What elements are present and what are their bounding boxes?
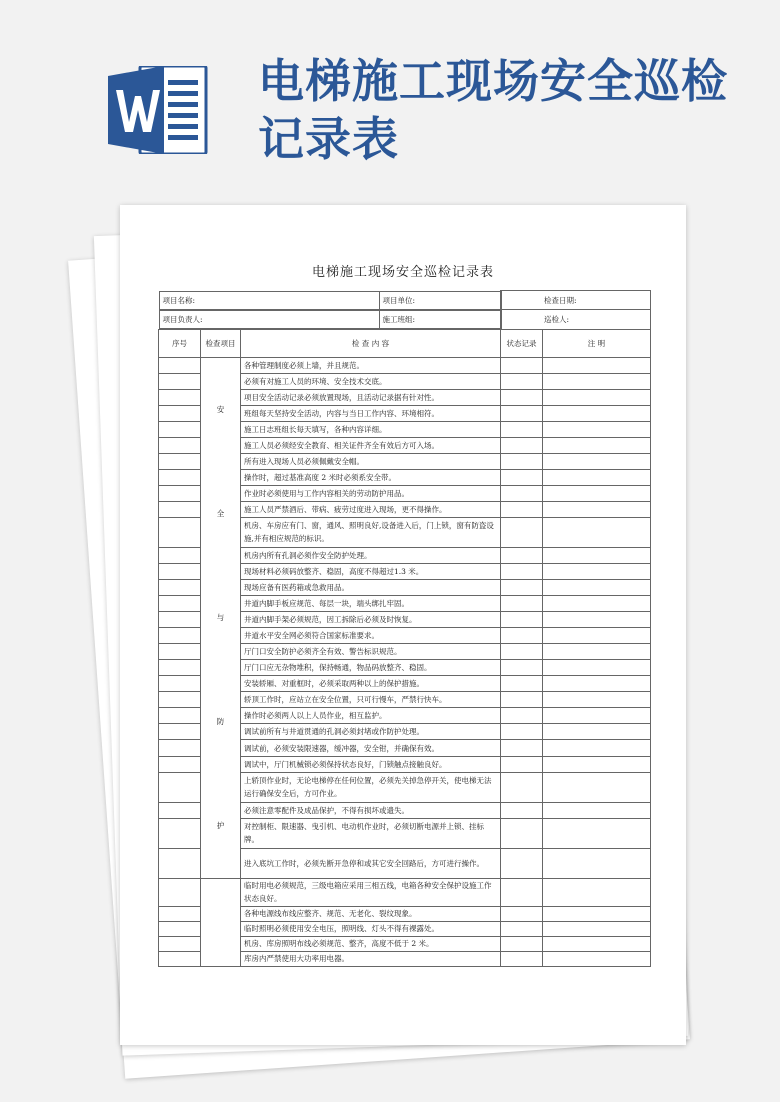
remark-cell[interactable] [543,469,651,485]
category-char: 全 [216,509,225,518]
remark-cell[interactable] [543,547,651,563]
banner-title: 电梯施工现场安全巡检记录表 [258,54,728,166]
status-cell[interactable] [501,802,543,818]
seq-cell [159,740,201,756]
seq-cell [159,906,201,921]
status-cell[interactable] [501,628,543,644]
seq-cell [159,692,201,708]
check-content-cell: 班组每天坚持安全活动，内容与当日工作内容、环境相符。 [241,405,501,421]
seq-cell [159,708,201,724]
seq-cell [159,389,201,405]
seq-cell [159,517,201,547]
seq-cell [159,437,201,453]
seq-cell [159,405,201,421]
status-cell[interactable] [501,421,543,437]
check-content-cell: 厅门口应无杂物堆积，保持畅通，物品码放整齐、稳固。 [241,660,501,676]
check-content-cell: 安装轿厢、对重框时，必须采取两种以上的保护措施。 [241,676,501,692]
status-cell[interactable] [501,848,543,878]
remark-cell[interactable] [543,724,651,740]
remark-cell[interactable] [543,951,651,966]
construction-team-label: 施工班组: [379,310,501,328]
seq-cell [159,936,201,951]
project-leader-label: 项目负责人: [159,310,379,328]
seq-cell [159,802,201,818]
status-cell[interactable] [501,501,543,517]
remark-cell[interactable] [543,612,651,628]
status-cell[interactable] [501,692,543,708]
check-content-cell: 厅门口安全防护必须齐全有效、警告标识规范。 [241,644,501,660]
status-cell[interactable] [501,437,543,453]
check-content-cell: 临时用电必须规范，三级电箱应采用三相五线，电箱各种安全保护设施工作状态良好。 [241,878,501,906]
seq-cell [159,547,201,563]
check-content-cell: 各种管理制度必须上墙，并且规范。 [241,357,501,373]
seq-cell [159,660,201,676]
check-content-cell: 进入底坑工作时，必须先断开急停和或其它安全回路后，方可进行操作。 [241,848,501,878]
remark-cell[interactable] [543,692,651,708]
status-cell[interactable] [501,724,543,740]
check-content-cell: 临时照明必须使用安全电压，照明线、灯头不得有裸露处。 [241,921,501,936]
remark-cell[interactable] [543,596,651,612]
remark-cell[interactable] [543,740,651,756]
status-cell[interactable] [501,660,543,676]
remark-cell[interactable] [543,580,651,596]
remark-cell[interactable] [543,628,651,644]
status-cell[interactable] [501,921,543,936]
seq-cell [159,563,201,579]
seq-cell [159,453,201,469]
check-content-cell: 井道内脚手架必须规范，因工拆除后必须及时恢复。 [241,612,501,628]
remark-cell[interactable] [543,453,651,469]
status-cell[interactable] [501,756,543,772]
seq-cell [159,676,201,692]
remark-cell[interactable] [543,373,651,389]
check-content-cell: 调试前，必须安装限速器，缓冲器，安全钳，并确保有效。 [241,740,501,756]
seq-cell [159,421,201,437]
seq-cell [159,628,201,644]
check-content-cell: 必须有对施工人员的环境、安全技术交底。 [241,373,501,389]
check-content-cell: 项目安全活动记录必须放置现场，且活动记录据有针对性。 [241,389,501,405]
remark-cell[interactable] [543,921,651,936]
status-cell[interactable] [501,389,543,405]
status-cell[interactable] [501,676,543,692]
remark-cell[interactable] [543,405,651,421]
remark-cell[interactable] [543,906,651,921]
check-content-cell: 井道内脚手板应规范、每层一块，端头绑扎牢固。 [241,596,501,612]
seq-cell [159,501,201,517]
status-cell[interactable] [501,906,543,921]
status-cell[interactable] [501,373,543,389]
seq-cell [159,878,201,906]
status-cell[interactable] [501,580,543,596]
seq-cell [159,951,201,966]
check-content-cell: 施工日志班组长每天填写，各种内容详细。 [241,421,501,437]
seq-cell [159,596,201,612]
status-cell[interactable] [501,469,543,485]
seq-cell [159,724,201,740]
remark-cell[interactable] [543,878,651,906]
category-char: 防 [216,717,225,726]
check-content-cell: 对控制柜、限速器、曳引机、电动机作业时，必须切断电源并上锁、挂标牌。 [241,818,501,848]
inspection-table [158,290,651,967]
check-content-cell: 机房内所有孔洞必须作安全防护处理。 [241,547,501,563]
check-content-cell: 机房、库房照明布线必须规范、整齐，高度不低于 2 米。 [241,936,501,951]
remark-cell[interactable] [543,848,651,878]
header-row [159,291,651,310]
remark-cell[interactable] [543,936,651,951]
category-char: 护 [216,821,225,830]
table-row [159,878,651,906]
check-item-column-header: 检查项目 [201,329,241,357]
column-header-row [159,329,651,357]
category-cell [201,357,241,878]
table-row [159,357,651,373]
status-cell[interactable] [501,936,543,951]
project-unit-label: 项目单位: [379,291,501,309]
check-content-cell: 调试前所有与井道贯通的孔洞必须封堵或作防护处理。 [241,724,501,740]
remark-cell[interactable] [543,644,651,660]
remark-cell[interactable] [543,389,651,405]
remark-cell[interactable] [543,708,651,724]
status-cell[interactable] [501,453,543,469]
check-content-cell: 操作时必须两人以上人员作业，相互监护。 [241,708,501,724]
seq-cell [159,921,201,936]
status-cell[interactable] [501,405,543,421]
seq-cell [159,848,201,878]
category-char: 安 [216,405,225,414]
remark-cell[interactable] [543,437,651,453]
header-row [159,310,651,330]
remark-cell[interactable] [543,756,651,772]
status-column-header: 状态记录 [501,329,543,357]
status-cell[interactable] [501,612,543,628]
remark-cell[interactable] [543,501,651,517]
check-content-cell: 现场材料必须码放整齐、稳固，高度不得超过1.3 米。 [241,563,501,579]
seq-cell [159,469,201,485]
remark-cell[interactable] [543,660,651,676]
check-content-cell: 作业时必须使用与工作内容相关的劳动防护用品。 [241,485,501,501]
check-content-cell: 施工人员严禁酒后、带病、疲劳过度进入现场，更不得操作。 [241,501,501,517]
category-cell-electrical [201,878,241,966]
seq-cell [159,357,201,373]
check-content-cell: 上轿顶作业时，无论电梯停在任何位置，必须先关掉急停开关，使电梯无法运行确保安全后，方可作业。 [241,772,501,802]
seq-cell [159,756,201,772]
seq-cell [159,485,201,501]
seq-cell [159,580,201,596]
check-content-cell: 轿顶工作时，应站立在安全位置，只可行慢车，严禁行快车。 [241,692,501,708]
check-content-cell: 施工人员必须经安全教育、相关证件齐全有效后方可入场。 [241,437,501,453]
status-cell[interactable] [501,951,543,966]
remark-cell[interactable] [543,676,651,692]
seq-cell [159,644,201,660]
status-cell[interactable] [501,547,543,563]
seq-cell [159,612,201,628]
status-cell[interactable] [501,772,543,802]
remark-cell[interactable] [543,802,651,818]
remark-cell[interactable] [543,421,651,437]
inspector-label: 巡检人: [544,314,570,324]
check-content-cell: 机房、车房应有门、窗，通风、照明良好,设备进入后，门上锁，窗有防盗设施,并有相应规范的标识。 [241,517,501,547]
status-cell[interactable] [501,596,543,612]
remark-cell[interactable] [543,563,651,579]
check-content-cell: 各种电源线布线应整齐、规范、无老化、裂纹现象。 [241,906,501,921]
seq-cell [159,772,201,802]
project-name-label: 项目名称: [159,291,379,309]
status-cell[interactable] [501,818,543,848]
check-content-cell: 必须注意零配件及成品保护，不得有损坏或遗失。 [241,802,501,818]
seq-cell [159,818,201,848]
status-cell[interactable] [501,878,543,906]
seq-cell [159,373,201,389]
check-date-label: 检查日期: [544,295,577,305]
status-cell[interactable] [501,517,543,547]
remark-cell[interactable] [543,818,651,848]
seq-column-header: 序号 [159,329,201,357]
content-column-header: 检 查 内 容 [241,329,501,357]
status-cell[interactable] [501,485,543,501]
check-content-cell: 操作时，超过基准高度 2 米时必须系安全带。 [241,469,501,485]
check-content-cell: 现场应备有医药箱或急救用品。 [241,580,501,596]
remark-cell[interactable] [543,517,651,547]
remark-cell[interactable] [543,485,651,501]
remark-cell[interactable] [543,772,651,802]
status-cell[interactable] [501,740,543,756]
remark-cell[interactable] [543,357,651,373]
remark-column-header: 注 明 [543,329,651,357]
status-cell[interactable] [501,563,543,579]
check-content-cell: 库房内严禁使用大功率用电器。 [241,951,501,966]
check-content-cell: 井道水平安全网必须符合国家标准要求。 [241,628,501,644]
check-content-cell: 所有进入现场人员必须佩戴安全帽。 [241,453,501,469]
status-cell[interactable] [501,708,543,724]
document-page [120,205,686,1045]
category-char: 与 [216,613,225,622]
word-app-icon [108,66,208,154]
check-content-cell: 调试中，厅门机械锁必须保持状态良好，门锁触点接触良好。 [241,756,501,772]
document-title: 电梯施工现场安全巡检记录表 [311,265,494,280]
status-cell[interactable] [501,644,543,660]
status-cell[interactable] [501,357,543,373]
